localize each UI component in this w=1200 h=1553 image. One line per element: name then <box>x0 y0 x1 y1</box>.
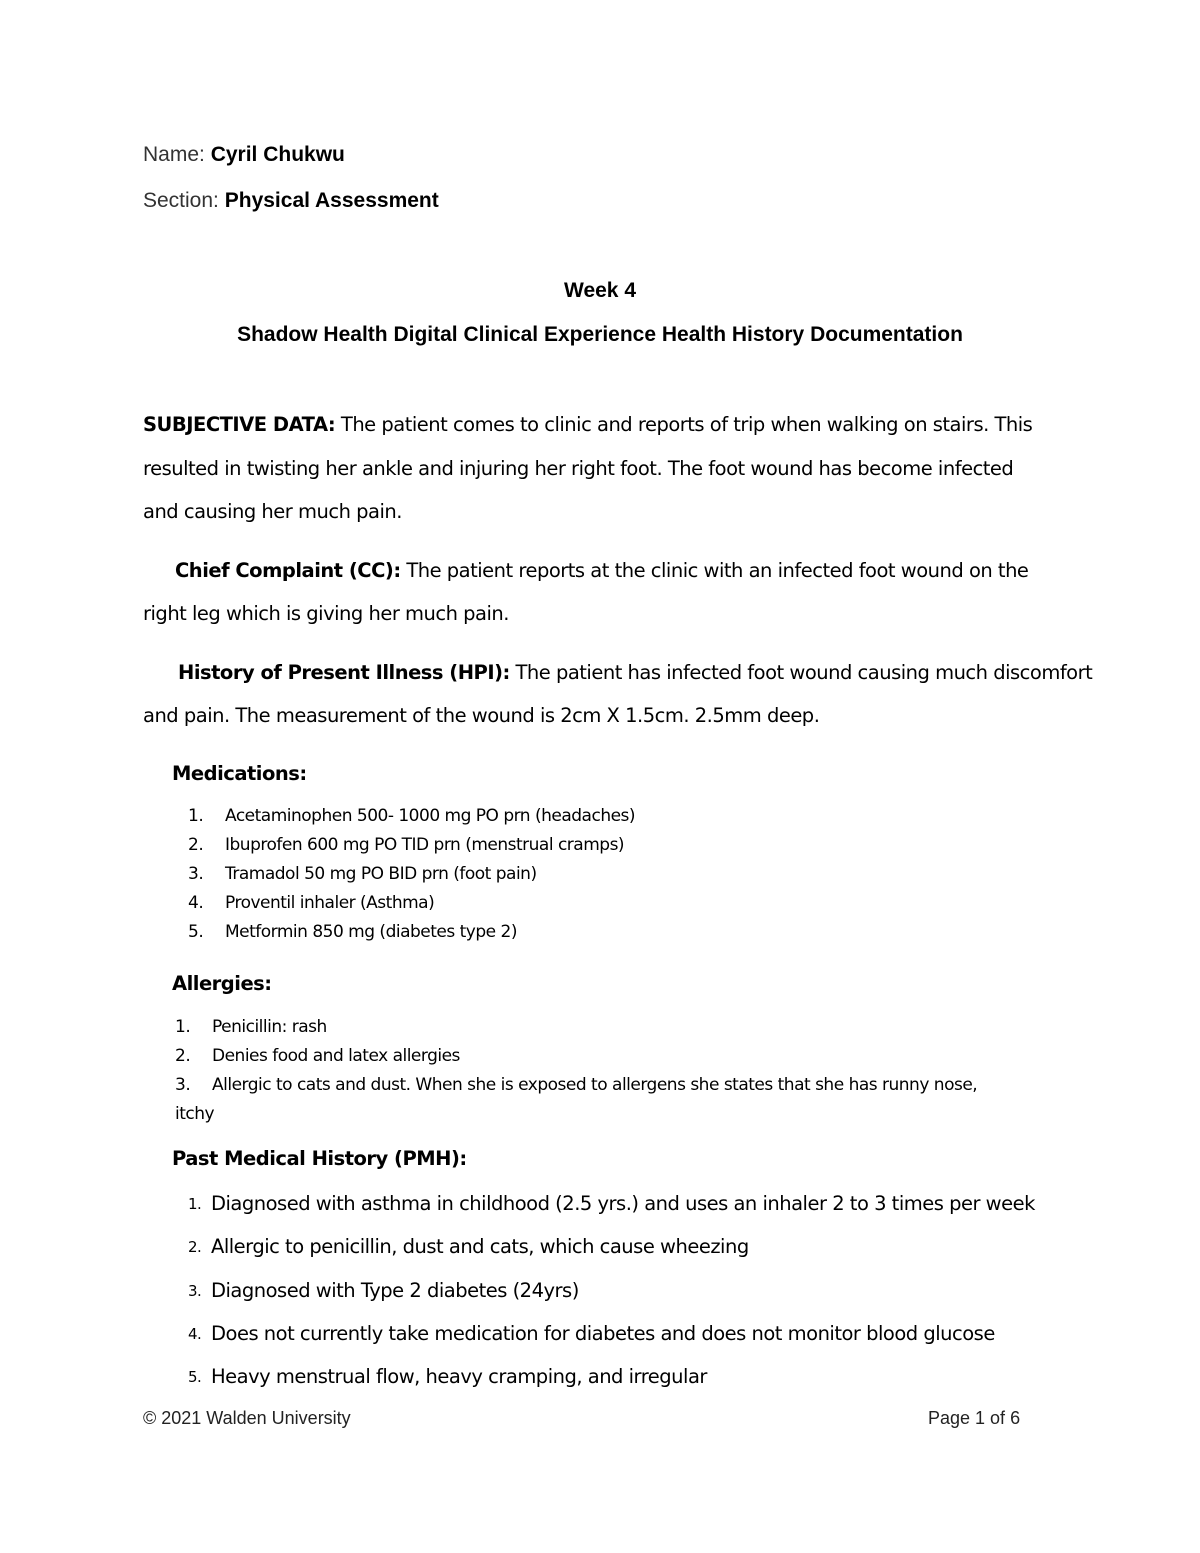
section-value: Physical Assessment <box>224 189 439 212</box>
list-item: 1. Diagnosed with asthma in childhood (2.5 yrs.) and uses an inhaler 2 to 3 times per week <box>188 1192 1035 1215</box>
list-item: 2. Allergic to penicillin, dust and cats, which cause wheezing <box>188 1235 749 1258</box>
chief-complaint-label: Chief Complaint (CC): <box>175 559 401 582</box>
allergies-heading: Allergies: <box>172 972 272 995</box>
list-item: 5. Heavy menstrual flow, heavy cramping, and irregular <box>188 1365 707 1388</box>
list-item: 3. Diagnosed with Type 2 diabetes (24yrs) <box>188 1279 579 1302</box>
hpi-line-2: and pain. The measurement of the wound is 2cm X 1.5cm. 2.5mm deep. <box>143 704 820 727</box>
subjective-line-3: and causing her much pain. <box>143 500 402 523</box>
subjective-line-1: SUBJECTIVE DATA: The patient comes to clinic and reports of trip when walking on stairs. This <box>143 413 1033 436</box>
document-title: Shadow Health Digital Clinical Experience Health History Documentation <box>237 323 963 346</box>
subjective-label: SUBJECTIVE DATA: <box>143 413 336 436</box>
chief-complaint-line-2: right leg which is giving her much pain. <box>143 602 509 625</box>
list-item: 4. Does not currently take medication for diabetes and does not monitor blood glucose <box>188 1322 995 1345</box>
hpi-label: History of Present Illness (HPI): <box>178 661 510 684</box>
footer-copyright: © 2021 Walden University <box>143 1408 351 1428</box>
medications-list: 1. Acetaminophen 500- 1000 mg PO prn (headaches) 2. Ibuprofen 600 mg PO TID prn (menstrual cramps) 3. Tramadol 50 mg PO BID prn (foot pain) 4. Proventil inhaler (Asthma) 5. Metformin 850 mg (diabetes type 2) <box>188 806 636 942</box>
name-label: Name: <box>143 143 205 166</box>
name-line <box>143 143 345 167</box>
chief-complaint-line-1: Chief Complaint (CC): The patient reports at the clinic with an infected foot wound on the <box>175 559 1029 582</box>
week-title: Week 4 <box>564 279 636 302</box>
name-value: Cyril Chukwu <box>210 143 345 166</box>
hpi-line-1: History of Present Illness (HPI): The patient has infected foot wound causing much discomfort <box>178 661 1093 684</box>
subjective-line-2: resulted in twisting her ankle and injuring her right foot. The foot wound has become infected <box>143 457 1014 480</box>
section-label: Section: <box>143 189 219 212</box>
pmh-heading: Past Medical History (PMH): <box>172 1147 467 1170</box>
medications-heading: Medications: <box>172 762 307 785</box>
footer-page-number: Page 1 of 6 <box>928 1408 1021 1428</box>
allergies-list: 1. Penicillin: rash 2. Denies food and latex allergies 3. Allergic to cats and dust. When she is exposed to allergens she states that she has runny nose, itchy <box>175 1017 978 1124</box>
pmh-list <box>188 1192 1068 1392</box>
list-item-wrap: itchy <box>175 1104 215 1124</box>
section-line <box>143 189 439 213</box>
